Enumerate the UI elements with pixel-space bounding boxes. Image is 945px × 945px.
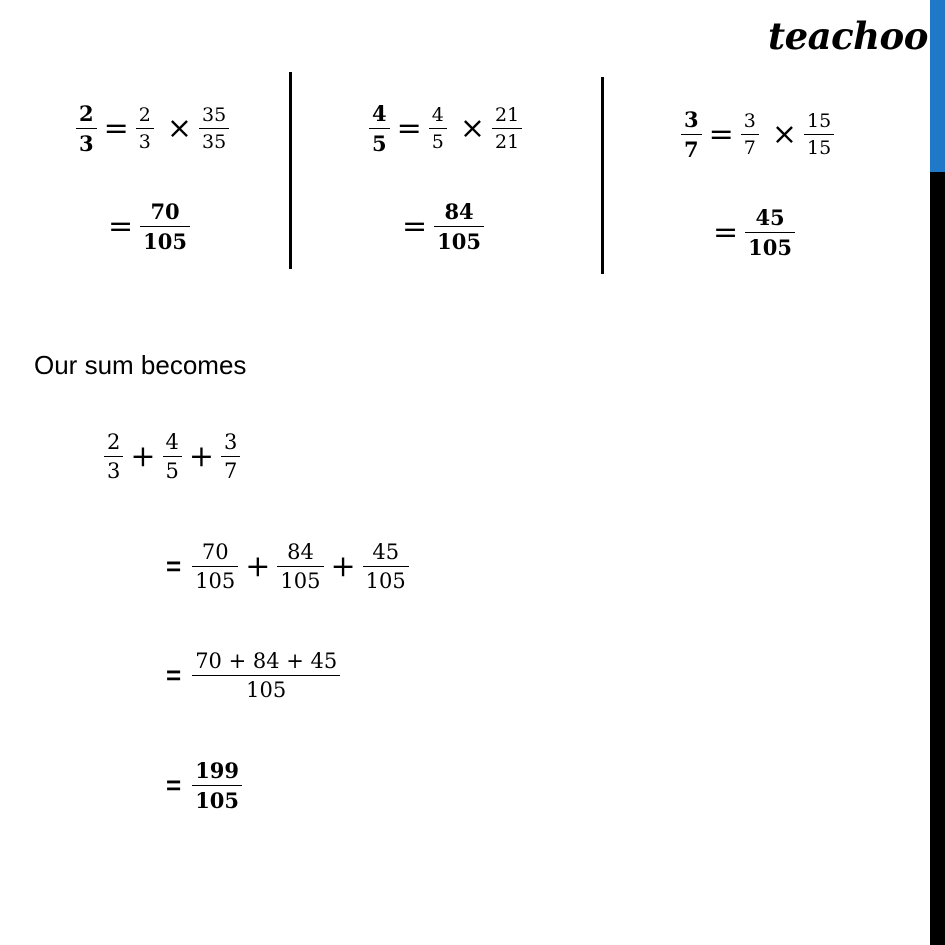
col2-conversion <box>366 101 525 156</box>
times-sign: × <box>771 116 797 152</box>
col2-lhs-fraction: $\frac{4}{5}$ <box>369 101 390 156</box>
sum2-fraction-3: $\frac{45}{105}$ <box>363 540 409 593</box>
col2-fraction-a: $\frac{4}{5}$ <box>429 104 447 153</box>
times-sign: × <box>459 110 485 146</box>
col2-fraction-b: $\frac{21}{21}$ <box>492 104 522 153</box>
column-divider-1 <box>289 72 292 269</box>
final-answer-fraction: $\frac{199}{105}$ <box>192 758 242 813</box>
sum1-fraction-2: $\frac{4}{5}$ <box>163 430 182 483</box>
equals-sign: = <box>396 110 422 146</box>
col3-fraction-a: $\frac{3}{7}$ <box>741 110 759 159</box>
sum2-fraction-1: $\frac{70}{105}$ <box>192 540 238 593</box>
sum-line-3 <box>166 649 343 702</box>
col3-conversion <box>678 107 837 162</box>
sum1-fraction-1: $\frac{2}{3}$ <box>104 430 123 483</box>
sum2-fraction-2: $\frac{84}{105}$ <box>277 540 323 593</box>
equals-sign: = <box>166 770 182 800</box>
equals-sign: = <box>166 551 182 581</box>
col1-conversion <box>73 101 232 156</box>
teachoo-logo: teachoo <box>768 14 928 58</box>
plus-sign: + <box>330 548 356 584</box>
sum-line-2 <box>166 540 412 593</box>
sum3-combined-fraction: $\frac{70 + 84 + 45}{105}$ <box>192 649 340 702</box>
equals-sign: = <box>166 660 182 690</box>
equals-sign: = <box>713 214 739 250</box>
col1-result-fraction: $\frac{70}{105}$ <box>140 199 190 254</box>
sum-line-1 <box>101 430 243 483</box>
equals-sign: = <box>708 116 734 152</box>
equals-sign: = <box>108 208 134 244</box>
col1-result <box>104 199 193 254</box>
plus-sign: + <box>245 548 271 584</box>
col2-result <box>398 199 487 254</box>
column-divider-2 <box>601 77 604 274</box>
col2-result-fraction: $\frac{84}{105}$ <box>434 199 484 254</box>
times-sign: × <box>166 110 192 146</box>
plus-sign: + <box>130 438 156 474</box>
col3-fraction-b: $\frac{15}{15}$ <box>804 110 834 159</box>
plus-sign: + <box>188 438 215 474</box>
equals-sign: = <box>103 110 129 146</box>
sum1-fraction-3: $\frac{3}{7}$ <box>221 430 240 483</box>
equals-sign: = <box>402 208 428 244</box>
col1-lhs-fraction: $\frac{2}{3}$ <box>76 101 97 156</box>
sum-intro-text: Our sum becomes <box>34 350 247 380</box>
col1-fraction-b: $\frac{35}{35}$ <box>199 104 229 153</box>
sidebar-accent <box>930 0 945 172</box>
col3-result-fraction: $\frac{45}{105}$ <box>745 205 795 260</box>
col3-lhs-fraction: $\frac{3}{7}$ <box>681 107 702 162</box>
col1-fraction-a: $\frac{2}{3}$ <box>136 104 154 153</box>
sum-line-4 <box>166 758 245 813</box>
col3-result <box>709 205 798 260</box>
